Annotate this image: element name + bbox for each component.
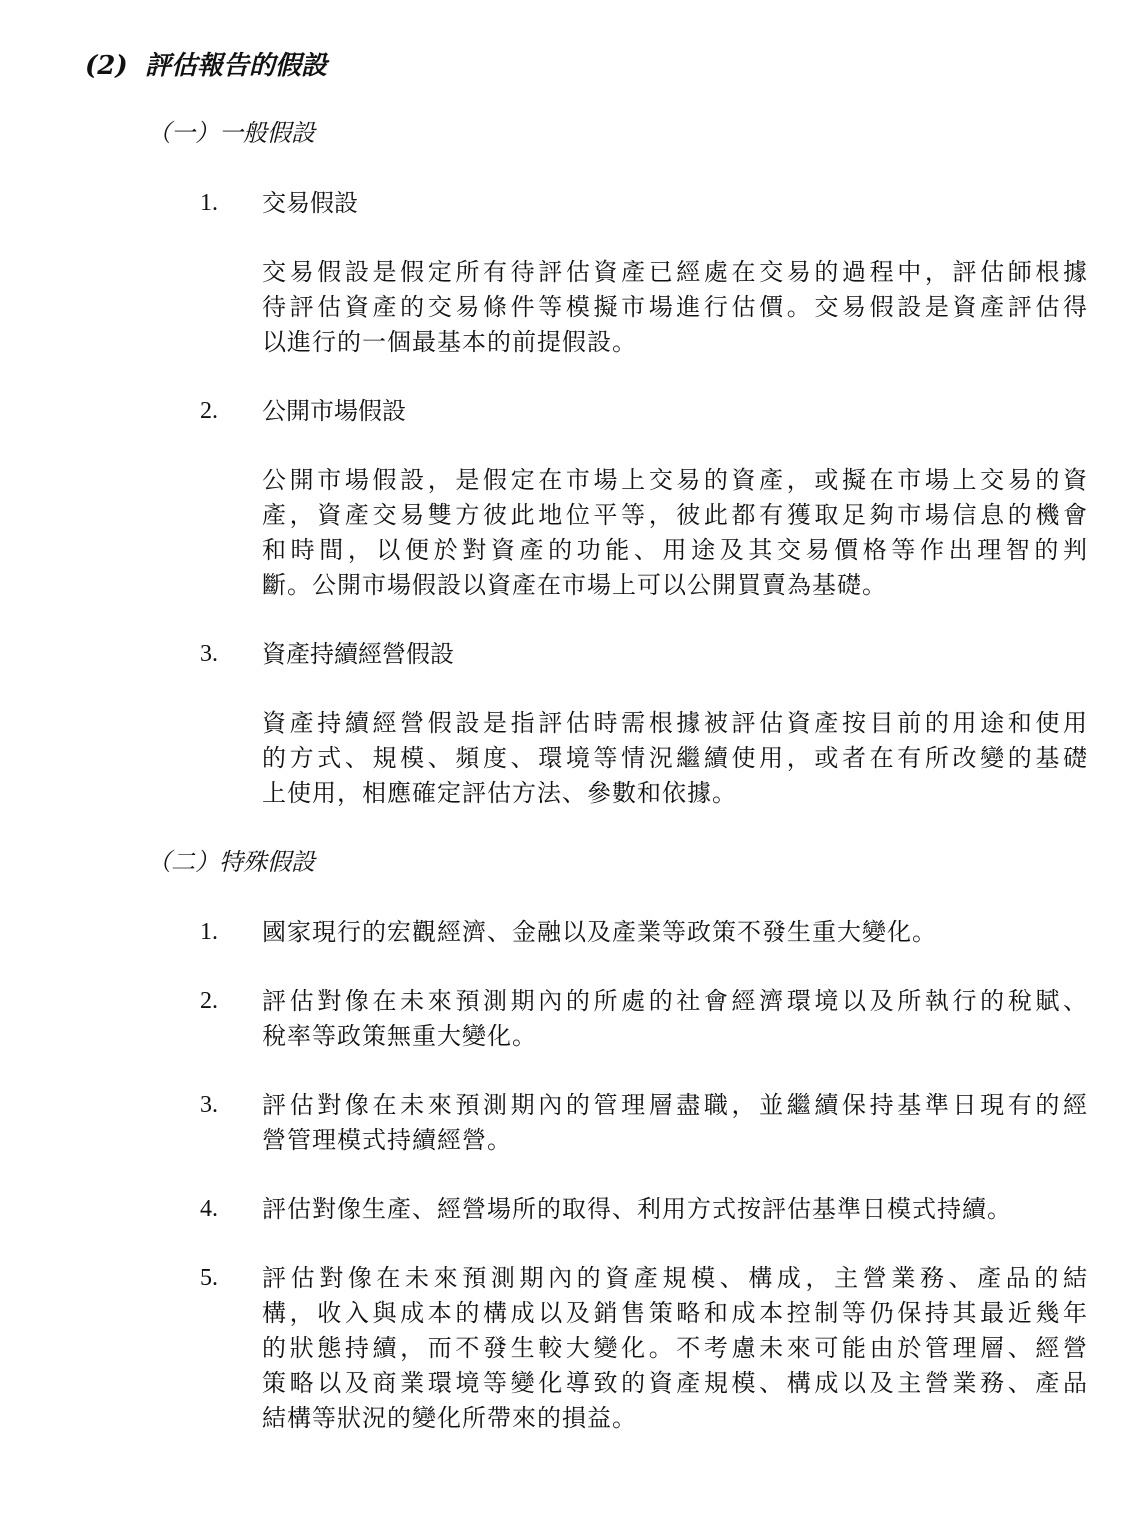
subsection-special-label: （二）特殊假設: [147, 848, 315, 876]
paragraph-line: 的方式、規模、頻度、環境等情況繼續使用，或者在有所改變的基礎: [262, 744, 1088, 772]
paragraph-line: 的狀態持續，而不發生較大變化。不考慮未來可能由於管理層、經營: [262, 1334, 1088, 1362]
general-item-2-paragraph: [262, 463, 1088, 603]
paragraph-line: 營管理模式持續經營。: [262, 1126, 512, 1154]
paragraph-line: 斷。公開市場假設以資產在市場上可以公開買賣為基礎。: [262, 571, 887, 599]
paragraph-line: 公開市場假設，是假定在市場上交易的資產，或擬在市場上交易的資: [262, 466, 1088, 494]
special-item-5-paragraph: [262, 1261, 1088, 1436]
paragraph-line: 評估對像在未來預測期內的管理層盡職，並繼續保持基準日現有的經: [262, 1091, 1088, 1119]
general-item-3-number: 3.: [200, 641, 218, 667]
general-item-3-paragraph: [262, 706, 1088, 811]
special-item-1-paragraph: [262, 915, 1088, 950]
paragraph-line: 資產持續經營假設是指評估時需根據被評估資產按目前的用途和使用: [262, 709, 1088, 737]
subsection-general-label: （一）一般假設: [147, 119, 315, 147]
paragraph-line: 以進行的一個最基本的前提假設。: [262, 328, 637, 356]
paragraph-line: 策略以及商業環境等變化導致的資產規模、構成以及主營業務、產品: [262, 1369, 1088, 1397]
paragraph-line: 評估對像在未來預測期內的所處的社會經濟環境以及所執行的稅賦、: [262, 987, 1088, 1015]
section-title: 評估報告的假設: [145, 51, 328, 81]
special-item-5-number: 5.: [200, 1265, 218, 1291]
section-number: (2): [85, 51, 128, 81]
general-item-1-title: 交易假設: [262, 189, 358, 217]
paragraph-line: 稅率等政策無重大變化。: [262, 1022, 537, 1050]
paragraph-line: 待評估資產的交易條件等模擬市場進行估價。交易假設是資產評估得: [262, 293, 1088, 321]
paragraph-line: 評估對像在未來預測期內的資產規模、構成，主營業務、產品的結: [262, 1264, 1088, 1292]
special-item-4-number: 4.: [200, 1196, 218, 1222]
paragraph-line: 產，資產交易雙方彼此地位平等，彼此都有獲取足夠市場信息的機會: [262, 501, 1088, 529]
special-item-3-number: 3.: [200, 1092, 218, 1118]
general-item-2-title: 公開市場假設: [262, 397, 406, 425]
general-item-1-paragraph: [262, 255, 1088, 360]
general-item-1-number: 1.: [200, 190, 218, 216]
special-item-3-paragraph: [262, 1088, 1088, 1158]
paragraph-line: 評估對像生產、經營場所的取得、利用方式按評估基準日模式持續。: [262, 1195, 1012, 1223]
special-item-4-paragraph: [262, 1192, 1088, 1227]
paragraph-line: 結構等狀況的變化所帶來的損益。: [262, 1404, 637, 1432]
special-item-1-number: 1.: [200, 919, 218, 945]
general-item-2-number: 2.: [200, 398, 218, 424]
paragraph-line: 和時間，以便於對資產的功能、用途及其交易價格等作出理智的判: [262, 536, 1088, 564]
paragraph-line: 國家現行的宏觀經濟、金融以及產業等政策不發生重大變化。: [262, 918, 937, 946]
paragraph-line: 構，收入與成本的構成以及銷售策略和成本控制等仍保持其最近幾年: [262, 1299, 1088, 1327]
paragraph-line: 上使用，相應確定評估方法、參數和依據。: [262, 779, 737, 807]
special-item-2-paragraph: [262, 984, 1088, 1054]
general-item-3-title: 資產持續經營假設: [262, 640, 454, 668]
special-item-2-number: 2.: [200, 988, 218, 1014]
paragraph-line: 交易假設是假定所有待評估資產已經處在交易的過程中，評估師根據: [262, 258, 1088, 286]
section-heading: [85, 46, 327, 86]
